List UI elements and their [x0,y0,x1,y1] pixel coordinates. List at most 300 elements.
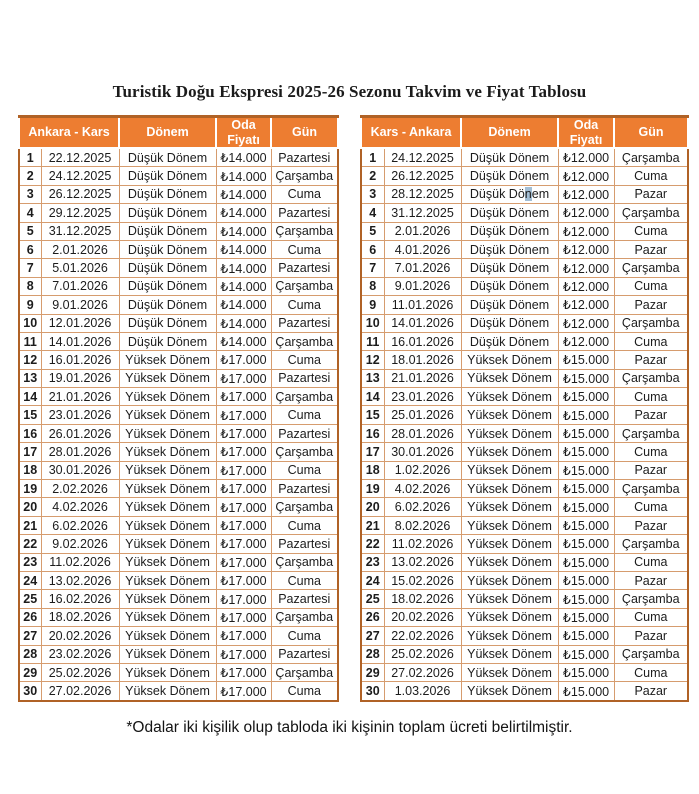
period-cell: Yüksek Dönem [119,369,216,387]
price-cell: ₺15.000 [558,388,614,406]
date-cell: 6.02.2026 [384,498,461,516]
page-title: Turistik Doğu Ekspresi 2025-26 Sezonu Takvim ve Fiyat Tablosu [112,82,587,101]
price-cell: ₺12.000 [558,204,614,222]
row-number-cell: 25 [19,590,41,608]
day-cell: Çarşamba [614,204,688,222]
period-cell: Yüksek Dönem [461,351,558,369]
table-row [19,240,338,258]
table-row [361,296,688,314]
row-number-cell: 17 [19,443,41,461]
row-number-cell: 28 [361,645,384,663]
table-row [19,332,338,350]
row-number-cell: 8 [361,277,384,295]
day-cell: Çarşamba [271,663,338,681]
price-cell: ₺15.000 [558,443,614,461]
table-row [19,663,338,681]
row-number-cell: 30 [361,682,384,701]
date-cell: 26.12.2025 [384,167,461,185]
row-number-cell: 1 [19,148,41,167]
period-cell: Yüksek Dönem [119,590,216,608]
row-number-cell: 23 [19,553,41,571]
day-cell: Pazar [614,571,688,589]
row-number-cell: 15 [361,406,384,424]
price-cell: ₺14.000 [216,240,271,258]
price-cell: ₺15.000 [558,461,614,479]
day-cell: Cuma [271,627,338,645]
row-number-cell: 5 [19,222,41,240]
date-cell: 25.02.2026 [384,645,461,663]
day-cell: Çarşamba [271,498,338,516]
price-cell: ₺17.000 [216,516,271,534]
date-cell: 26.01.2026 [41,424,119,442]
period-cell: Yüksek Dönem [461,590,558,608]
day-cell: Çarşamba [614,480,688,498]
row-number-cell: 11 [361,332,384,350]
period-cell: Düşük Dönem [461,277,558,295]
date-cell: 2.01.2026 [41,240,119,258]
day-cell: Cuma [271,571,338,589]
period-cell: Yüksek Dönem [461,627,558,645]
date-cell: 22.02.2026 [384,627,461,645]
price-cell: ₺17.000 [216,535,271,553]
row-number-cell: 27 [19,627,41,645]
table-row [361,185,688,203]
table-row [361,498,688,516]
date-cell: 5.01.2026 [41,259,119,277]
period-cell: Yüksek Dönem [461,535,558,553]
table-row [361,424,688,442]
row-number-cell: 20 [19,498,41,516]
price-cell: ₺14.000 [216,314,271,332]
price-cell: ₺17.000 [216,608,271,626]
period-cell: Düşük Dönem [461,296,558,314]
price-cell: ₺14.000 [216,259,271,277]
table-row [19,204,338,222]
table-row [19,351,338,369]
table-row [361,663,688,681]
period-cell: Yüksek Dönem [119,553,216,571]
period-cell: Yüksek Dönem [461,443,558,461]
period-cell: Düşük Dönem [119,314,216,332]
row-number-cell: 11 [19,332,41,350]
price-cell: ₺15.000 [558,682,614,701]
date-cell: 11.01.2026 [384,296,461,314]
row-number-cell: 13 [19,369,41,387]
row-number-cell: 10 [361,314,384,332]
day-cell: Pazartesi [271,314,338,332]
date-cell: 20.02.2026 [384,608,461,626]
day-cell: Çarşamba [271,167,338,185]
period-cell: Düşük Dönem [461,185,558,203]
price-cell: ₺12.000 [558,314,614,332]
table-row [361,461,688,479]
price-cell: ₺15.000 [558,571,614,589]
day-cell: Cuma [614,222,688,240]
table-row [361,627,688,645]
price-column-header: Oda Fiyatı [558,117,614,149]
period-cell: Yüksek Dönem [119,571,216,589]
row-number-cell: 25 [361,590,384,608]
table-row [19,185,338,203]
period-cell: Yüksek Dönem [119,608,216,626]
table-row [19,443,338,461]
row-number-cell: 30 [19,682,41,701]
period-cell: Yüksek Dönem [119,443,216,461]
day-cell: Çarşamba [614,645,688,663]
period-cell: Yüksek Dönem [461,369,558,387]
date-cell: 14.01.2026 [41,332,119,350]
price-cell: ₺17.000 [216,351,271,369]
period-cell: Düşük Dönem [119,167,216,185]
table-row [19,627,338,645]
row-number-cell: 29 [361,663,384,681]
date-cell: 4.02.2026 [384,480,461,498]
day-cell: Pazartesi [271,424,338,442]
table-row [19,369,338,387]
period-cell: Yüksek Dönem [119,627,216,645]
table-row [361,608,688,626]
price-cell: ₺17.000 [216,369,271,387]
day-cell: Cuma [271,461,338,479]
header-row [361,117,688,149]
period-cell: Düşük Dönem [461,167,558,185]
date-cell: 9.01.2026 [384,277,461,295]
day-cell: Cuma [614,443,688,461]
period-cell: Yüksek Dönem [461,406,558,424]
table-row [19,259,338,277]
row-number-cell: 3 [19,185,41,203]
table-row [361,148,688,167]
day-cell: Cuma [271,682,338,701]
table-row [361,351,688,369]
date-cell: 23.02.2026 [41,645,119,663]
date-cell: 19.01.2026 [41,369,119,387]
date-cell: 23.01.2026 [384,388,461,406]
footnote: *Odalar iki kişilik olup tabloda iki kişinin toplam ücreti belirtilmiştir. [126,719,573,736]
date-cell: 7.01.2026 [41,277,119,295]
date-cell: 24.12.2025 [41,167,119,185]
date-cell: 22.12.2025 [41,148,119,167]
period-cell: Yüksek Dönem [461,645,558,663]
date-cell: 13.02.2026 [384,553,461,571]
row-number-cell: 8 [19,277,41,295]
table-row [361,406,688,424]
price-cell: ₺12.000 [558,222,614,240]
date-cell: 18.01.2026 [384,351,461,369]
table-row [19,480,338,498]
row-number-cell: 14 [19,388,41,406]
price-cell: ₺17.000 [216,498,271,516]
period-cell: Yüksek Dönem [461,424,558,442]
row-number-cell: 22 [19,535,41,553]
selection-highlight: n [524,187,532,202]
day-cell: Cuma [614,553,688,571]
period-cell: Düşük Dönem [119,332,216,350]
table-row [361,571,688,589]
row-number-cell: 18 [361,461,384,479]
price-cell: ₺17.000 [216,443,271,461]
row-number-cell: 17 [361,443,384,461]
price-cell: ₺17.000 [216,388,271,406]
price-cell: ₺14.000 [216,296,271,314]
period-cell: Yüksek Dönem [119,351,216,369]
table-row [361,388,688,406]
day-cell: Çarşamba [614,369,688,387]
table-row [361,682,688,701]
table-row [19,553,338,571]
date-cell: 8.02.2026 [384,516,461,534]
day-cell: Pazar [614,240,688,258]
period-cell: Düşük Dönem [119,222,216,240]
row-number-cell: 23 [361,553,384,571]
table-row [361,314,688,332]
period-cell: Yüksek Dönem [461,663,558,681]
row-number-cell: 21 [19,516,41,534]
date-cell: 9.02.2026 [41,535,119,553]
period-cell: Yüksek Dönem [119,663,216,681]
table-row [19,314,338,332]
day-cell: Çarşamba [614,148,688,167]
date-cell: 14.01.2026 [384,314,461,332]
date-cell: 15.02.2026 [384,571,461,589]
day-cell: Pazar [614,185,688,203]
row-number-cell: 12 [19,351,41,369]
price-cell: ₺15.000 [558,424,614,442]
table-row [19,571,338,589]
row-number-cell: 16 [361,424,384,442]
price-cell: ₺15.000 [558,369,614,387]
date-cell: 4.02.2026 [41,498,119,516]
table-row [19,424,338,442]
table-row [19,516,338,534]
day-cell: Pazar [614,461,688,479]
date-cell: 12.01.2026 [41,314,119,332]
table-row [19,388,338,406]
price-cell: ₺14.000 [216,277,271,295]
row-number-cell: 4 [19,204,41,222]
day-cell: Pazartesi [271,369,338,387]
price-cell: ₺17.000 [216,424,271,442]
row-number-cell: 27 [361,627,384,645]
day-cell: Cuma [614,167,688,185]
price-cell: ₺15.000 [558,535,614,553]
day-cell: Cuma [614,498,688,516]
date-cell: 11.02.2026 [41,553,119,571]
date-cell: 9.01.2026 [41,296,119,314]
row-number-cell: 15 [19,406,41,424]
row-number-cell: 3 [361,185,384,203]
period-cell: Yüksek Dönem [461,571,558,589]
day-cell: Çarşamba [271,553,338,571]
row-number-cell: 14 [361,388,384,406]
price-cell: ₺17.000 [216,682,271,701]
price-cell: ₺17.000 [216,627,271,645]
table-row [19,682,338,701]
date-cell: 29.12.2025 [41,204,119,222]
date-cell: 6.02.2026 [41,516,119,534]
day-cell: Cuma [614,277,688,295]
row-number-cell: 20 [361,498,384,516]
price-cell: ₺17.000 [216,553,271,571]
row-number-cell: 24 [19,571,41,589]
day-cell: Cuma [271,351,338,369]
day-cell: Pazar [614,682,688,701]
price-cell: ₺17.000 [216,663,271,681]
table-row [361,516,688,534]
day-cell: Çarşamba [271,608,338,626]
date-cell: 30.01.2026 [384,443,461,461]
row-number-cell: 29 [19,663,41,681]
price-cell: ₺12.000 [558,148,614,167]
day-cell: Çarşamba [614,424,688,442]
table-row [19,535,338,553]
date-cell: 28.01.2026 [41,443,119,461]
date-cell: 16.02.2026 [41,590,119,608]
period-cell: Yüksek Dönem [119,424,216,442]
price-cell: ₺12.000 [558,240,614,258]
period-cell: Düşük Dönem [119,296,216,314]
price-cell: ₺17.000 [216,571,271,589]
price-cell: ₺15.000 [558,663,614,681]
table-row [361,645,688,663]
day-cell: Cuma [271,185,338,203]
row-number-cell: 10 [19,314,41,332]
period-column-header: Dönem [119,117,216,149]
period-cell: Yüksek Dönem [119,480,216,498]
row-number-cell: 7 [361,259,384,277]
row-number-cell: 5 [361,222,384,240]
table-row [19,590,338,608]
period-cell: Yüksek Dönem [119,535,216,553]
kars-ankara-table [360,115,689,702]
row-number-cell: 26 [19,608,41,626]
row-number-cell: 9 [361,296,384,314]
price-cell: ₺12.000 [558,332,614,350]
day-cell: Pazartesi [271,259,338,277]
date-cell: 21.01.2026 [41,388,119,406]
price-cell: ₺14.000 [216,167,271,185]
price-cell: ₺15.000 [558,645,614,663]
date-cell: 28.12.2025 [384,185,461,203]
day-cell: Pazartesi [271,535,338,553]
period-cell: Yüksek Dönem [119,406,216,424]
table-row [19,498,338,516]
date-cell: 31.12.2025 [41,222,119,240]
day-cell: Cuma [271,516,338,534]
date-cell: 28.01.2026 [384,424,461,442]
route-header: Kars - Ankara [361,117,461,149]
day-cell: Pazartesi [271,148,338,167]
day-cell: Pazartesi [271,204,338,222]
date-cell: 16.01.2026 [41,351,119,369]
date-cell: 27.02.2026 [384,663,461,681]
date-cell: 21.01.2026 [384,369,461,387]
table-row [19,645,338,663]
period-cell: Yüksek Dönem [119,682,216,701]
period-cell: Yüksek Dönem [119,461,216,479]
day-cell: Pazar [614,627,688,645]
date-cell: 1.03.2026 [384,682,461,701]
date-cell: 25.01.2026 [384,406,461,424]
table-row [19,461,338,479]
period-cell: Düşük Dönem [119,277,216,295]
date-cell: 20.02.2026 [41,627,119,645]
row-number-cell: 2 [361,167,384,185]
date-cell: 16.01.2026 [384,332,461,350]
period-column-header: Dönem [461,117,558,149]
price-cell: ₺15.000 [558,590,614,608]
table-row [361,480,688,498]
price-cell: ₺17.000 [216,590,271,608]
row-number-cell: 24 [361,571,384,589]
ankara-kars-table [18,115,339,702]
row-number-cell: 19 [361,480,384,498]
period-cell: Yüksek Dönem [461,388,558,406]
period-cell: Yüksek Dönem [461,553,558,571]
price-cell: ₺12.000 [558,259,614,277]
price-cell: ₺12.000 [558,296,614,314]
date-cell: 25.02.2026 [41,663,119,681]
period-cell: Yüksek Dönem [461,480,558,498]
day-cell: Çarşamba [271,222,338,240]
day-column-header: Gün [614,117,688,149]
table-row [19,296,338,314]
price-cell: ₺17.000 [216,406,271,424]
day-cell: Cuma [271,296,338,314]
price-cell: ₺15.000 [558,498,614,516]
day-cell: Çarşamba [614,314,688,332]
table-row [361,204,688,222]
price-cell: ₺14.000 [216,204,271,222]
date-cell: 23.01.2026 [41,406,119,424]
period-cell: Yüksek Dönem [119,516,216,534]
row-number-cell: 22 [361,535,384,553]
date-cell: 7.01.2026 [384,259,461,277]
table-row [361,259,688,277]
row-number-cell: 6 [361,240,384,258]
price-cell: ₺15.000 [558,608,614,626]
date-cell: 24.12.2025 [384,148,461,167]
period-cell: Düşük Dönem [119,204,216,222]
row-number-cell: 21 [361,516,384,534]
table-row [361,369,688,387]
table-row [19,277,338,295]
period-cell: Düşük Dönem [461,332,558,350]
period-cell: Yüksek Dönem [461,498,558,516]
price-cell: ₺14.000 [216,332,271,350]
table-row [19,608,338,626]
day-cell: Pazartesi [271,480,338,498]
period-cell: Yüksek Dönem [119,498,216,516]
row-number-cell: 9 [19,296,41,314]
date-cell: 31.12.2025 [384,204,461,222]
day-cell: Pazar [614,516,688,534]
period-cell: Düşük Dönem [119,185,216,203]
day-cell: Çarşamba [271,443,338,461]
date-cell: 11.02.2026 [384,535,461,553]
price-cell: ₺17.000 [216,480,271,498]
day-cell: Pazar [614,296,688,314]
date-cell: 30.01.2026 [41,461,119,479]
day-cell: Cuma [614,608,688,626]
price-cell: ₺15.000 [558,480,614,498]
day-cell: Çarşamba [271,277,338,295]
date-cell: 13.02.2026 [41,571,119,589]
date-cell: 18.02.2026 [41,608,119,626]
price-cell: ₺15.000 [558,516,614,534]
period-cell: Düşük Dönem [461,240,558,258]
day-cell: Cuma [614,388,688,406]
